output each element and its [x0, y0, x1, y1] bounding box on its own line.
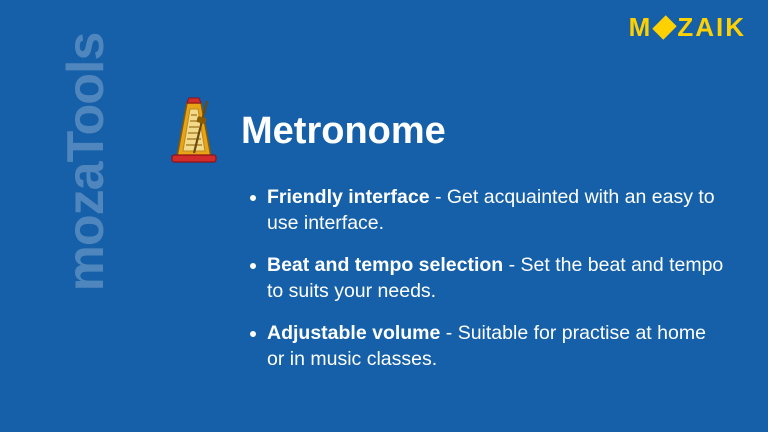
list-item-bold: Adjustable volume [267, 321, 441, 344]
slide-content [155, 95, 725, 389]
brand-logo-part2: ZAIK [677, 12, 746, 42]
list-item [250, 185, 725, 237]
watermark-label: mozaTools [57, 32, 115, 292]
metronome-icon [155, 95, 233, 167]
list-item [250, 253, 725, 305]
list-item-rest: - Set the beat and tempo to suits your needs. [267, 253, 724, 302]
list-item-rest: - Get acquainted with an easy to use interface. [267, 186, 715, 234]
list-item-bold: Friendly interface [267, 186, 430, 208]
feature-list [250, 185, 725, 373]
list-item [250, 321, 725, 373]
list-item-rest: - Suitable for practise at home or in music classes. [267, 321, 706, 370]
diamond-icon [653, 15, 677, 39]
page-title: Metronome [241, 110, 446, 152]
brand-logo-part1: M [628, 12, 653, 42]
brand-logo-text [629, 14, 746, 40]
list-item-bold: Beat and tempo selection [267, 253, 504, 276]
brand-logo [629, 14, 746, 40]
title-row [155, 95, 725, 167]
